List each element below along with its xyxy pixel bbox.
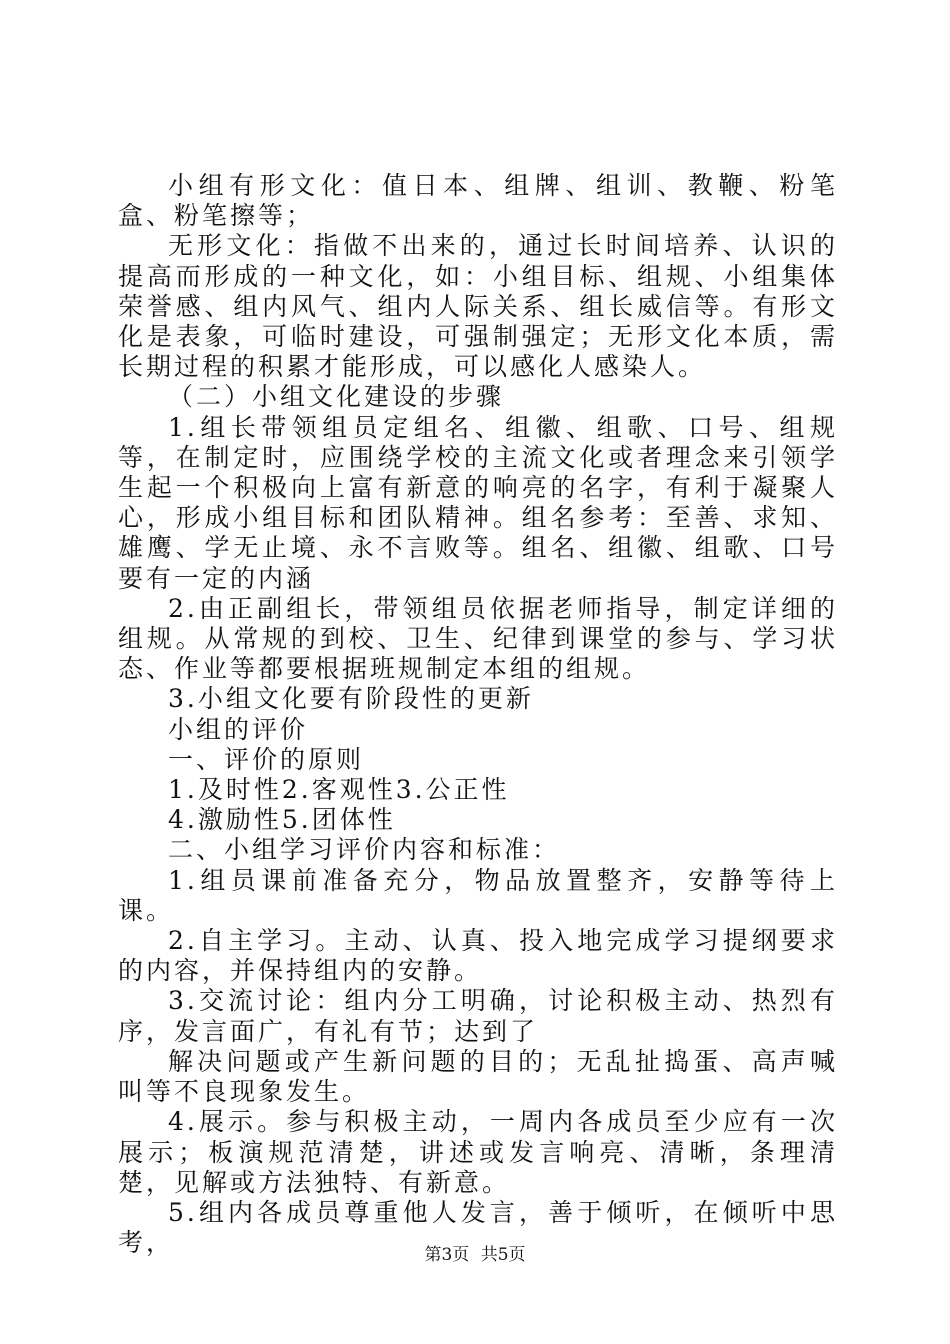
principles-line-2: 4.激励性5.团体性 [168, 805, 396, 835]
heading-group-evaluation: 小组的评价 [168, 714, 309, 744]
criterion-3-continued: 解决问题或产生新问题的目的；无乱扯捣蛋、高声喊叫等不良现象发生。 [118, 1046, 838, 1107]
criterion-5: 5.组内各成员尊重他人发言，善于倾听，在倾听中思考， [118, 1197, 838, 1258]
heading-evaluation-content: 二、小组学习评价内容和标准： [168, 835, 561, 865]
criterion-3: 3.交流讨论：组内分工明确，讨论积极主动、热烈有序，发言面广，有礼有节；达到了 [118, 986, 838, 1046]
paragraph-invisible-culture: 无形文化：指做不出来的，通过长时间培养、认识的提高而形成的一种文化，如：小组目标、组规、小组集体荣誉感、组内风气、组内人际关系、组长威信等。有形文化是表象，可临时建设，可强制强定；无形文化本质，需长期过程的积累才能形成，可以感化人感染人。 [118, 231, 838, 382]
section-heading-culture-steps: （二）小组文化建设的步骤 [168, 382, 505, 412]
criterion-4: 4.展示。参与积极主动，一周内各成员至少应有一次展示；板演规范清楚，讲述或发言响亮、清晰，条理清楚，见解或方法独特、有新意。 [118, 1107, 838, 1197]
paragraph-visible-culture: 小组有形文化：值日本、组牌、组训、教鞭、粉笔盒、粉笔擦等； [118, 171, 838, 231]
document-body [118, 171, 838, 1258]
heading-evaluation-principles: 一、评价的原则 [168, 744, 365, 774]
paragraph-step-1: 1.组长带领组员定组名、组徽、组歌、口号、组规等，在制定时，应围绕学校的主流文化或者理念来引领学生起一个积极向上富有新意的响亮的名字，有利于凝聚人心，形成小组目标和团队精神。组名参考：至善、求知、雄鹰、学无止境、永不言败等。组名、组徽、组歌、口号要有一定的内涵 [118, 412, 838, 593]
criterion-2: 2.自主学习。主动、认真、投入地完成学习提纲要求的内容，并保持组内的安静。 [118, 926, 838, 986]
page-footer [0, 1240, 950, 1265]
paragraph-step-2: 2.由正副组长，带领组员依据老师指导，制定详细的组规。从常规的到校、卫生、纪律到课堂的参与、学习状态、作业等都要根据班规制定本组的组规。 [118, 593, 838, 684]
page-number: 第3页 [424, 1245, 470, 1265]
principles-line-1: 1.及时性2.客观性3.公正性 [168, 775, 510, 805]
page-total: 共5页 [480, 1245, 526, 1265]
criterion-1: 1.组员课前准备充分，物品放置整齐，安静等待上课。 [118, 865, 838, 925]
paragraph-step-3: 3.小组文化要有阶段性的更新 [168, 684, 534, 714]
